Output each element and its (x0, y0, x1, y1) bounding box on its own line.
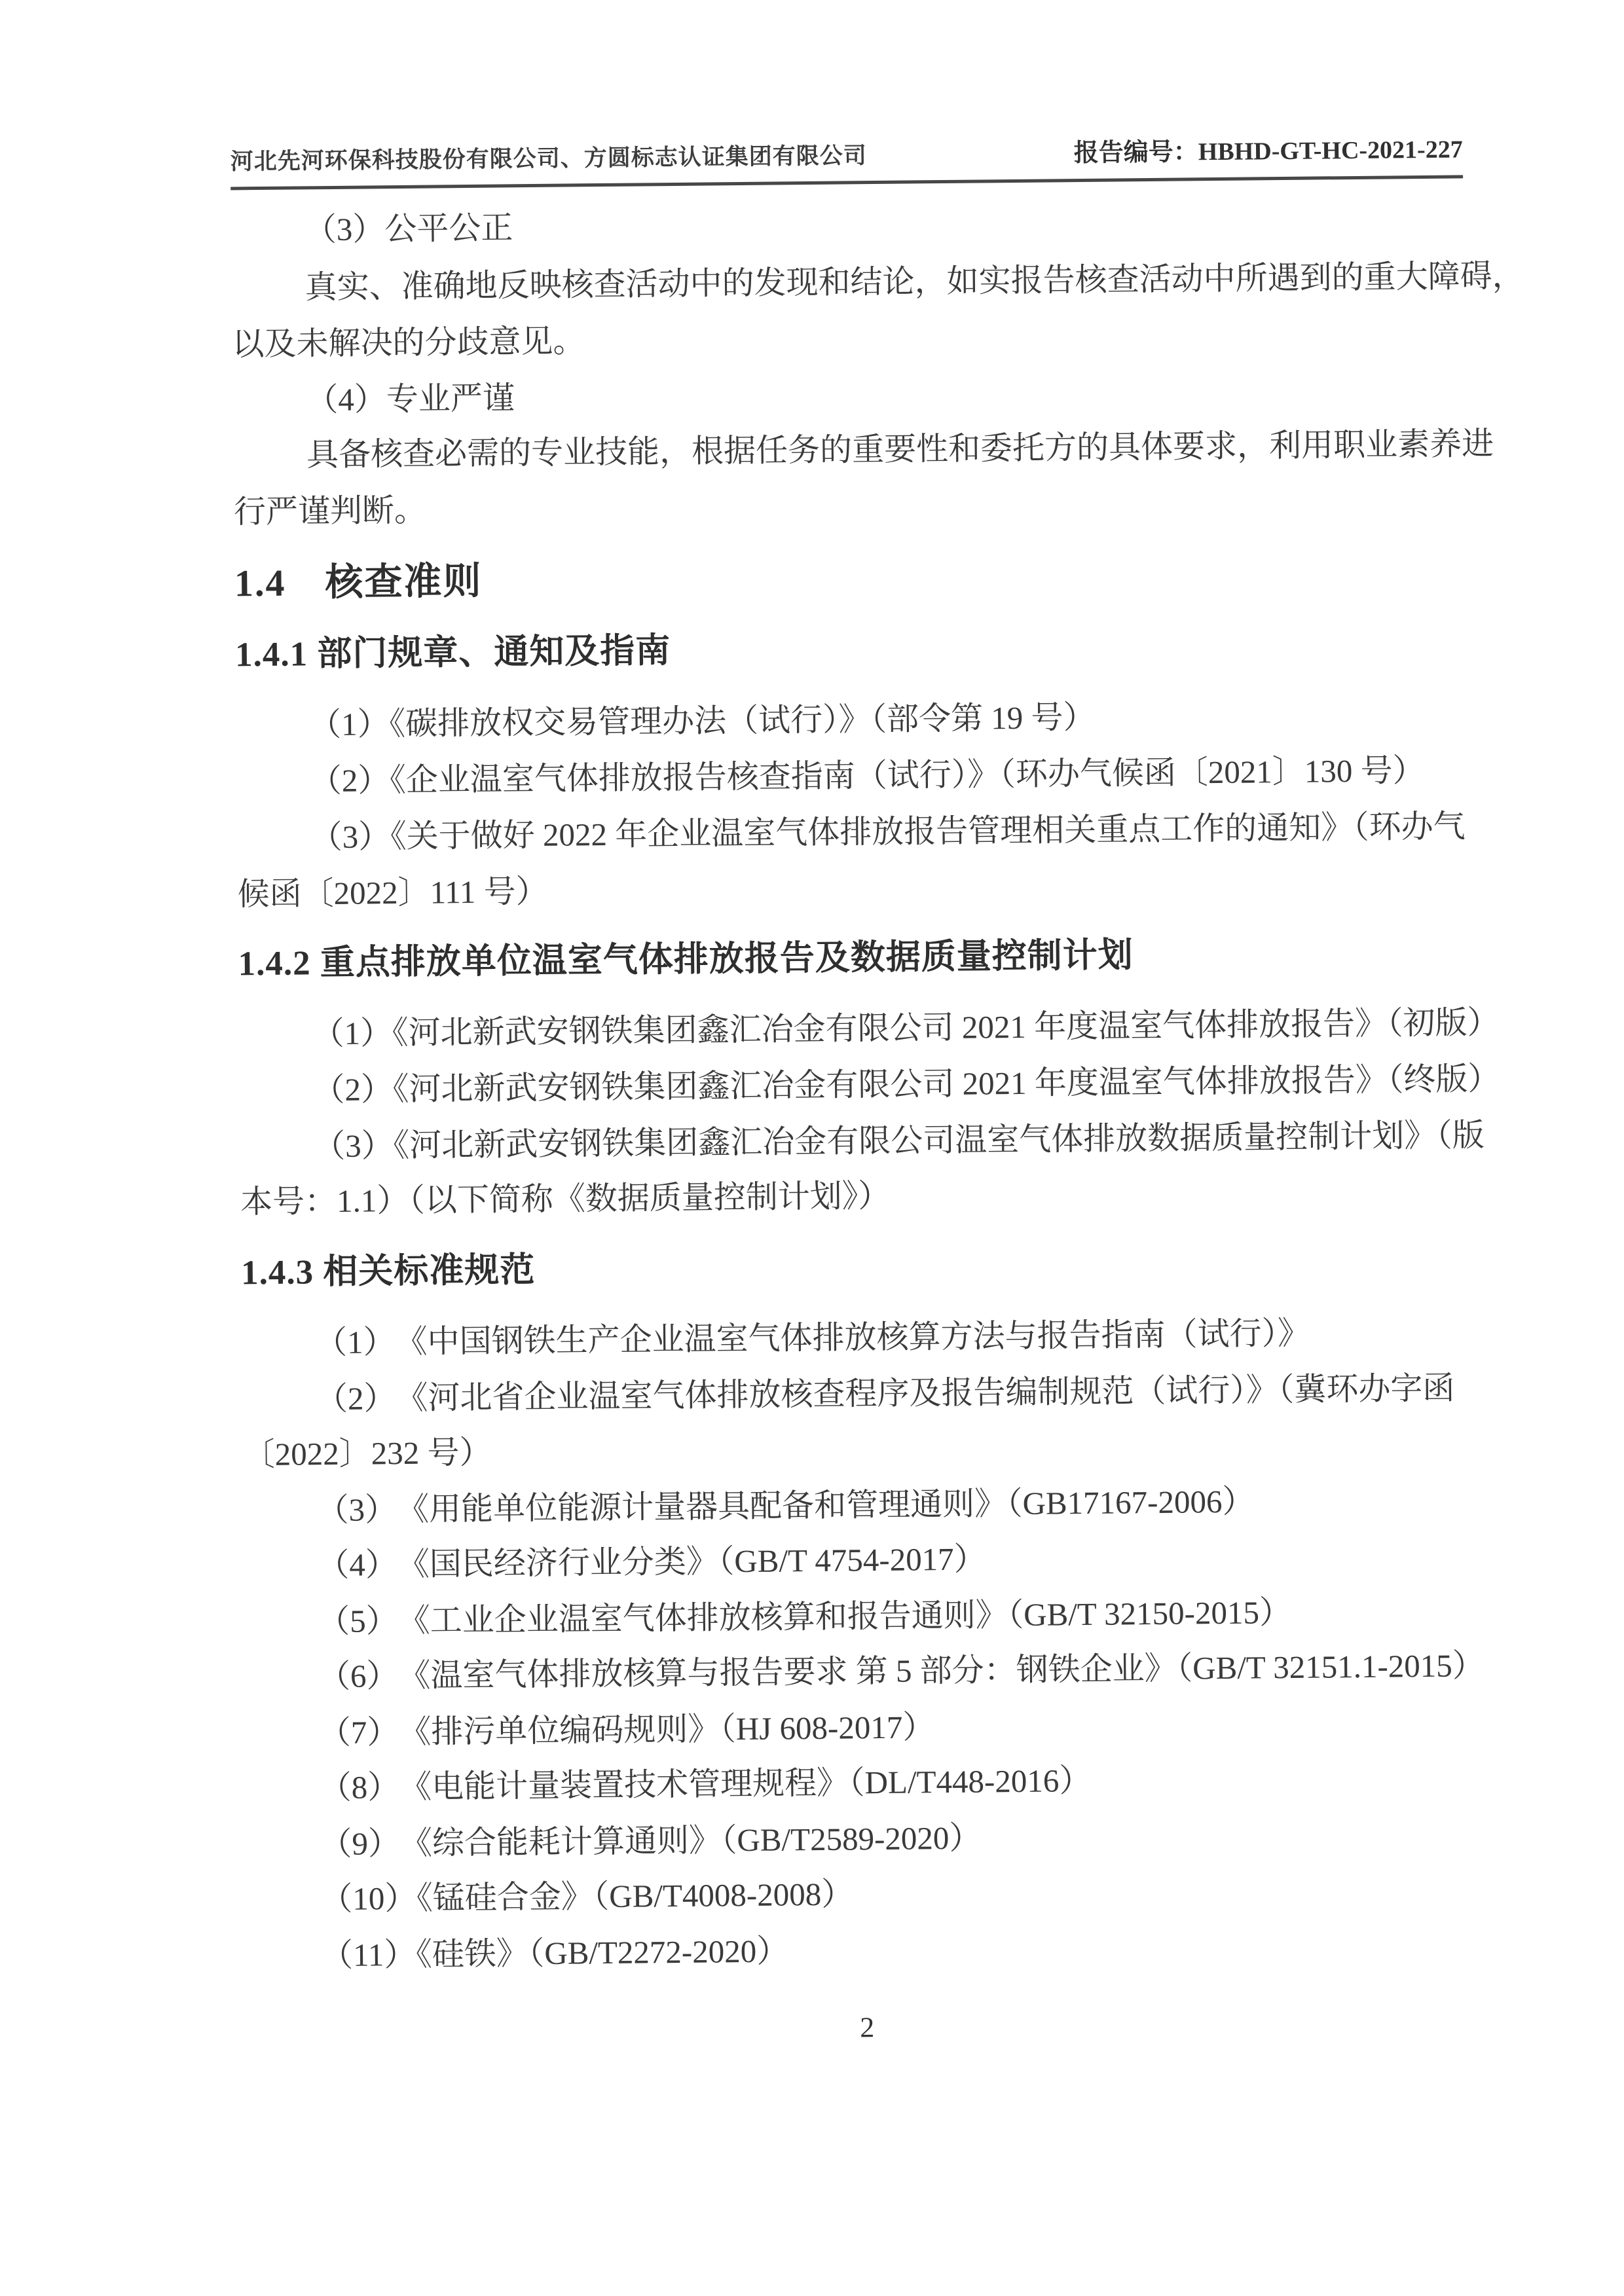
report-number-value: HBHD-GT-HC-2021-227 (1198, 136, 1463, 166)
list-item-report-3-cont: 本号：1.1）（以下简称《数据质量控制计划》） (240, 1177, 891, 1220)
section-heading-1-4-1: 1.4.1 部门规章、通知及指南 (234, 632, 671, 674)
paragraph-rigor-body: 具备核查必需的专业技能，根据任务的重要性和委托方的具体要求，利用职业素养进 (306, 425, 1494, 473)
paragraph-fairness-title: （3）公平公正 (304, 210, 513, 248)
list-item-std-3: （3） 《用能单位能源计量器具配备和管理通则》（GB17167-2006） (316, 1483, 1255, 1529)
list-item-std-2-cont: 〔2022〕232 号） (242, 1434, 492, 1473)
paragraph-fairness-body-cont: 以及未解决的分歧意见。 (232, 323, 585, 363)
list-item-std-8: （8） 《电能计量装置技术管理规程》（DL/T448-2016） (319, 1762, 1092, 1806)
section-heading-1-4-3: 1.4.3 相关标准规范 (240, 1251, 536, 1292)
list-item-report-2: （2）《河北新武安钢铁集团鑫汇冶金有限公司 2021 年度温室气体排放报告》（终版） (312, 1060, 1500, 1108)
page-number: 2 (859, 2011, 875, 2044)
list-item-std-7: （7） 《排污单位编码规则》（HJ 608-2017） (318, 1709, 935, 1751)
list-item-report-1: （1）《河北新武安钢铁集团鑫汇冶金有限公司 2021 年度温室气体排放报告》（初版） (312, 1004, 1500, 1052)
paragraph-fairness-body: 真实、准确地反映核查活动中的发现和结论，如实报告核查活动中所遇到的重大障碍， (304, 257, 1524, 306)
list-item-rule-2: （2）《企业温室气体排放报告核查指南（试行）》（环办气候函〔2021〕130 号） (309, 752, 1425, 799)
header-company-names: 河北先河环保科技股份有限公司、方圆标志认证集团有限公司 (230, 143, 867, 175)
report-number (1073, 128, 1462, 168)
list-item-std-4: （4） 《国民经济行业分类》（GB/T 4754-2017） (317, 1540, 986, 1584)
list-item-rule-1: （1）《碳排放权交易管理办法（试行）》（部令第 19 号） (308, 699, 1096, 743)
paragraph-rigor-title: （4）专业严谨 (306, 380, 515, 418)
list-item-std-6: （6） 《温室气体排放核算与报告要求 第 5 部分：钢铁企业》（GB/T 32151.1-2015） (318, 1647, 1485, 1695)
paragraph-rigor-body-cont: 行严谨判断。 (233, 492, 427, 530)
list-item-std-11: （11）《硅铁》（GB/T2272-2020） (320, 1933, 789, 1974)
list-item-rule-3: （3）《关于做好 2022 年企业温室气体排放报告管理相关重点工作的通知》（环办气 (310, 808, 1466, 856)
list-item-std-1: （1） 《中国钢铁生产企业温室气体排放核算方法与报告指南（试行）》 (314, 1315, 1310, 1361)
list-item-std-9: （9） 《综合能耗计算通则》（GB/T2589-2020） (320, 1819, 982, 1863)
report-number-label: 报告编号： (1073, 138, 1199, 168)
list-item-std-5: （5） 《工业企业温室气体排放核算和报告通则》（GB/T 32150-2015） (317, 1594, 1292, 1640)
section-heading-1-4-2: 1.4.2 重点排放单位温室气体排放报告及数据质量控制计划 (238, 936, 1134, 983)
list-item-rule-3-cont: 候函〔2022〕111 号） (237, 873, 548, 913)
list-item-std-2: （2） 《河北省企业温室气体排放核查程序及报告编制规范（试行）》（冀环办字函 (315, 1370, 1455, 1417)
section-heading-1-4: 1.4 核查准则 (234, 559, 483, 605)
page-header (231, 128, 1464, 190)
list-item-report-3: （3）《河北新武安钢铁集团鑫汇冶金有限公司温室气体排放数据质量控制计划》（版 (312, 1117, 1485, 1165)
list-item-std-10: （10）《锰硅合金》（GB/T4008-2008） (320, 1876, 854, 1918)
